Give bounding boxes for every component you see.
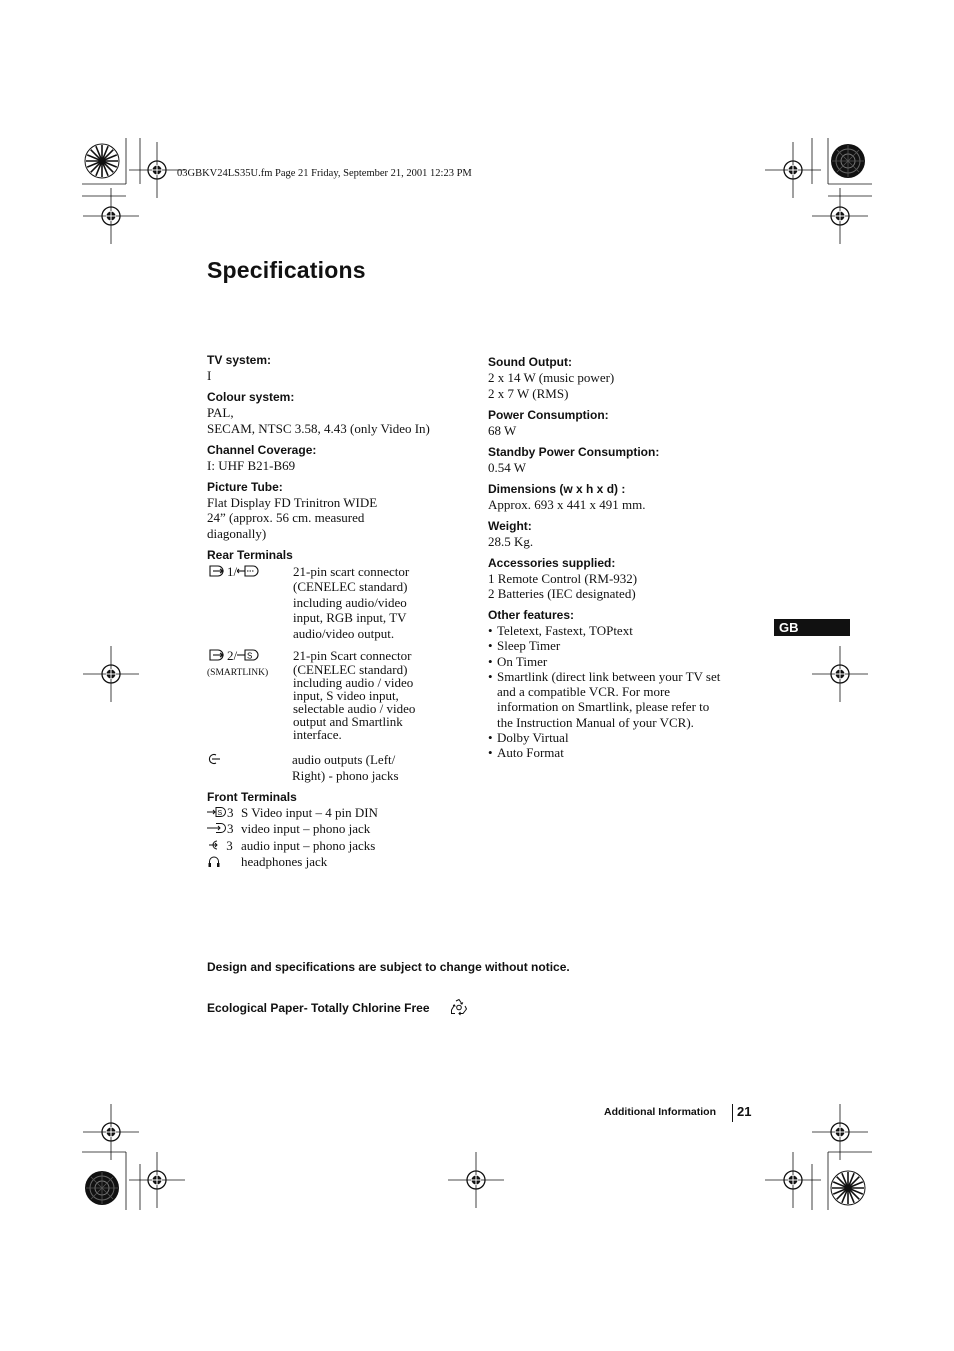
dimensions-section: [488, 482, 758, 513]
rear-terminal-symbol: [207, 564, 291, 580]
dimensions-heading: Dimensions (w x h x d) :: [488, 481, 626, 496]
colour-system-section: [207, 390, 477, 436]
sound-output-section: [488, 355, 758, 401]
feature-item: • Auto Format: [488, 745, 758, 760]
sound-output-heading: Sound Output:: [488, 355, 572, 369]
feature-line: • Smartlink (direct link between your TV set: [497, 668, 721, 684]
footer-section-label: Additional Information: [604, 1106, 716, 1118]
scart-output-icon: [237, 564, 259, 578]
specs-left-column: [207, 353, 477, 877]
picture-tube-section: [207, 480, 477, 542]
standby-power-section: [488, 445, 758, 476]
front-terminals-heading: Front Terminals: [207, 789, 297, 804]
front-terminal-text: S Video input – 4 pin DIN: [241, 804, 378, 820]
sound-output-line: 2 x 14 W (music power): [488, 370, 615, 385]
dimensions-value: Approx. 693 x 441 x 491 mm.: [488, 496, 646, 512]
front-terminal-symbol: [207, 805, 241, 822]
front-terminal-item: [207, 805, 477, 822]
footer-divider: [732, 1104, 733, 1122]
audio-input-icon: [207, 839, 223, 851]
colour-system-line: PAL,: [207, 405, 234, 420]
rear-terminal-description: [293, 648, 477, 741]
front-terminal-text: audio input – phono jacks: [241, 837, 376, 853]
svg-text:S: S: [247, 651, 253, 661]
rear-terminal-line: (CENELEC standard): [293, 662, 408, 677]
feature-item: • Dolby Virtual: [488, 730, 758, 745]
tv-system-value: I: [207, 368, 212, 383]
rear-terminal-line: 21-pin scart connector: [293, 563, 410, 579]
tv-system-heading: TV system:: [207, 353, 272, 367]
weight-heading: Weight:: [488, 518, 532, 533]
page-number: 21: [737, 1104, 752, 1119]
front-terminal-item: [207, 838, 477, 855]
other-features-section: [488, 608, 758, 761]
change-notice: Design and specifications are subject to change without notice.: [207, 960, 570, 974]
power-consumption-value: 68 W: [488, 422, 517, 438]
scart-input-output-icon: [207, 564, 227, 578]
rear-terminals-heading: Rear Terminals: [207, 547, 293, 562]
feature-item: • Sleep Timer: [488, 638, 758, 653]
standby-power-value: 0.54 W: [488, 459, 527, 475]
smartlink-label: (SMARTLINK): [207, 667, 269, 678]
front-terminal-number: 3: [227, 804, 234, 820]
accessories-line: 2 Batteries (IEC designated): [488, 586, 636, 601]
scart-input-icon: [207, 648, 227, 662]
front-terminals-section: [207, 790, 477, 871]
scart-svideo-icon: [237, 648, 259, 662]
rear-terminal-line: audio/video output.: [293, 625, 395, 641]
power-consumption-heading: Power Consumption:: [488, 407, 609, 422]
rear-terminals-section: [207, 548, 477, 784]
standby-power-heading: Standby Power Consumption:: [488, 444, 660, 459]
rear-terminal-number: 2/: [227, 648, 238, 663]
rear-terminal-line: including audio/video: [293, 594, 407, 610]
rear-terminal-line: output and Smartlink: [293, 714, 403, 729]
sound-output-line: 2 x 7 W (RMS): [488, 385, 569, 401]
picture-tube-line: diagonally): [207, 525, 267, 541]
picture-tube-line: Flat Display FD Trinitron WIDE: [207, 494, 378, 510]
accessories-section: [488, 556, 758, 602]
rear-terminal-item: [207, 752, 477, 783]
rear-terminal-line: interface.: [293, 727, 342, 742]
feature-item: [488, 669, 758, 730]
rear-terminal-line: selectable audio / video: [293, 701, 416, 716]
channel-coverage-value: I: UHF B21-B69: [207, 457, 296, 473]
audio-output-icon: [207, 752, 223, 766]
svg-text:S: S: [217, 809, 223, 817]
rear-terminal-symbol: [207, 648, 291, 681]
page-title: Specifications: [207, 257, 366, 283]
rear-terminal-line: including audio / video: [293, 675, 414, 690]
rear-terminal-item: [207, 648, 477, 741]
eco-paper-note: Ecological Paper- Totally Chlorine Free: [207, 1001, 430, 1015]
rear-terminal-description: [293, 564, 477, 642]
colour-system-line: SECAM, NTSC 3.58, 4.43 (only Video In): [207, 420, 430, 436]
rear-terminal-item: [207, 564, 477, 642]
feature-line: the Instruction Manual of your VCR).: [497, 714, 694, 730]
channel-coverage-section: [207, 443, 477, 474]
colour-system-heading: Colour system:: [207, 390, 295, 404]
front-terminal-text: video input – phono jack: [241, 821, 371, 836]
specs-right-column: [488, 355, 758, 767]
weight-value: 28.5 Kg.: [488, 533, 534, 549]
front-terminal-text: headphones jack: [241, 854, 328, 869]
accessories-line: 1 Remote Control (RM-932): [488, 570, 638, 586]
weight-section: [488, 519, 758, 550]
front-terminal-number: 3: [223, 837, 233, 853]
video-input-icon: [207, 822, 227, 834]
file-header: 03GBKV24LS35U.fm Page 21 Friday, September 21, 2001 12:23 PM: [177, 168, 472, 179]
feature-item: • Teletext, Fastext, TOPtext: [488, 623, 758, 638]
rear-terminal-line: input, RGB input, TV: [293, 610, 407, 625]
svideo-input-icon: [207, 806, 227, 818]
rear-terminal-description: [292, 752, 477, 783]
feature-line: and a compatible VCR. For more: [497, 684, 671, 700]
channel-coverage-heading: Channel Coverage:: [207, 442, 317, 457]
rear-terminal-line: 21-pin Scart connector: [293, 648, 412, 663]
recycle-icon: [450, 998, 468, 1016]
rear-terminal-line: input, S video input,: [293, 688, 399, 703]
language-tab: GB: [774, 619, 850, 636]
feature-item: • On Timer: [488, 654, 758, 669]
front-terminal-item: [207, 821, 477, 838]
front-terminal-symbol: [207, 821, 241, 838]
rear-terminal-line: (CENELEC standard): [293, 579, 408, 594]
front-terminal-symbol: [207, 838, 241, 855]
rear-terminal-line: Right) - phono jacks: [292, 767, 399, 783]
picture-tube-heading: Picture Tube:: [207, 479, 283, 494]
front-terminal-item: [207, 854, 477, 871]
rear-terminal-symbol: [207, 752, 291, 768]
tv-system-section: [207, 353, 477, 384]
front-terminal-symbol: [207, 854, 241, 871]
headphones-icon: [207, 855, 221, 868]
feature-line: information on Smartlink, please refer to: [497, 699, 710, 715]
rear-terminal-number: 1/: [227, 563, 238, 579]
other-features-heading: Other features:: [488, 608, 575, 622]
accessories-heading: Accessories supplied:: [488, 555, 616, 570]
rear-terminal-line: audio outputs (Left/: [292, 752, 396, 767]
picture-tube-line: 24” (approx. 56 cm. measured: [207, 510, 365, 525]
front-terminal-number: 3: [227, 821, 234, 836]
power-consumption-section: [488, 408, 758, 439]
